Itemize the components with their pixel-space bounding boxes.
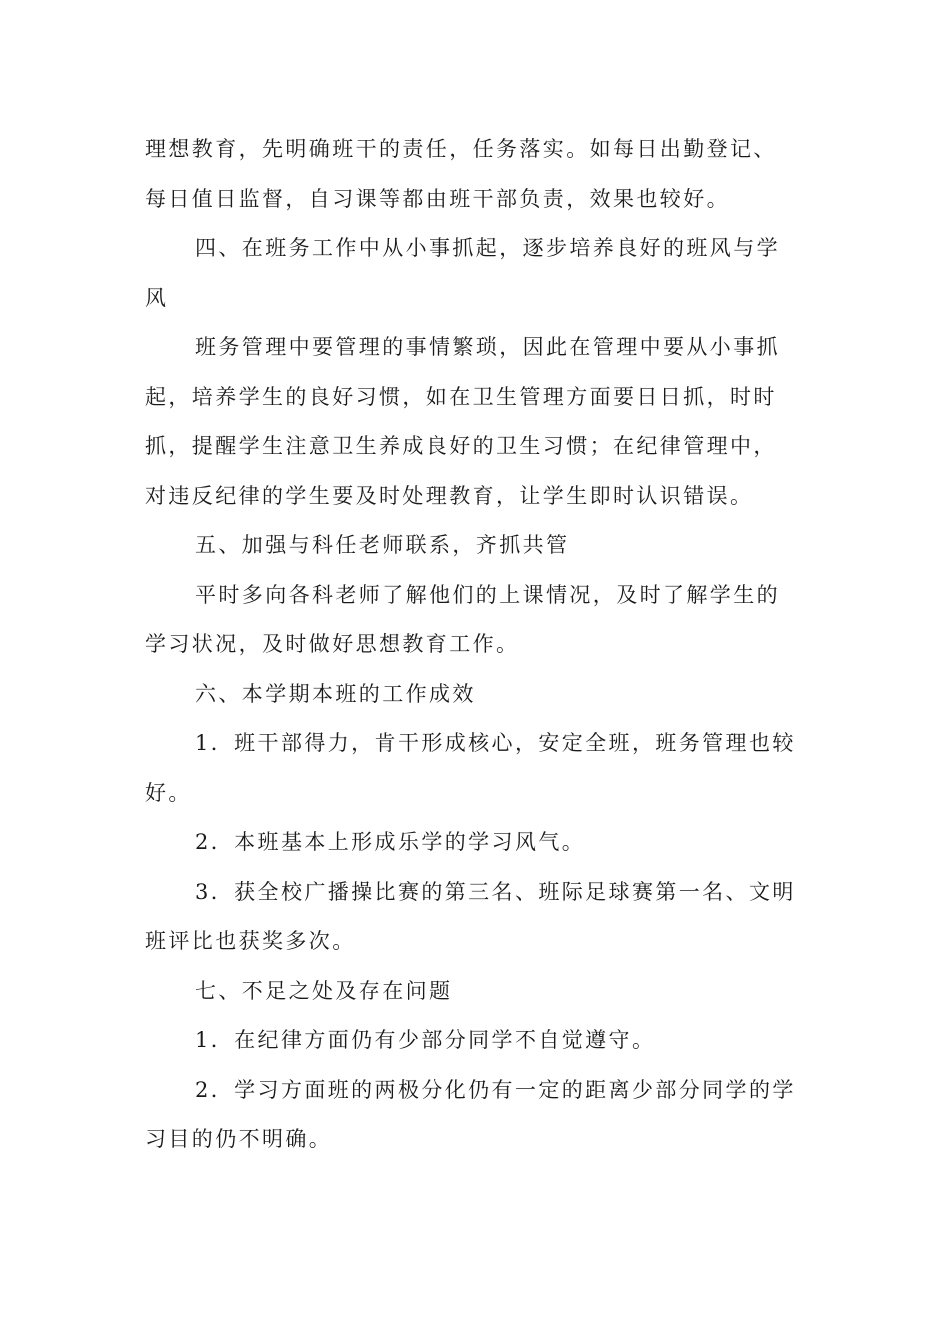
section-heading: 七、不足之处及存在问题 — [195, 978, 453, 1003]
section-heading: 六、本学期本班的工作成效 — [195, 681, 476, 706]
list-item: 2．学习方面班的两极分化仍有一定的距离少部分同学的学 — [195, 1077, 796, 1102]
text-line: 班评比也获奖多次。 — [145, 929, 356, 953]
section-heading: 四、在班务工作中从小事抓起，逐步培养良好的班风与学 — [195, 236, 780, 260]
text-line: 每日值日监督，自习课等都由班干部负责，效果也较好。 — [145, 186, 730, 211]
paragraph-start: 平时多向各科老师了解他们的上课情况，及时了解学生的 — [195, 582, 780, 607]
text-line: 好。 — [145, 780, 192, 805]
document-body — [145, 125, 810, 1165]
text-line: 对违反纪律的学生要及时处理教育，让学生即时认识错误。 — [145, 483, 754, 508]
section-heading: 五、加强与科任老师联系，齐抓共管 — [195, 533, 570, 557]
list-item: 2．本班基本上形成乐学的学习风气。 — [195, 830, 586, 854]
text-line: 抓，提醒学生注意卫生养成良好的卫生习惯；在纪律管理中， — [145, 434, 777, 458]
text-line: 理想教育，先明确班干的责任，任务落实。如每日出勤登记、 — [145, 137, 777, 161]
list-item: 1．在纪律方面仍有少部分同学不自觉遵守。 — [195, 1028, 656, 1052]
list-item: 3．获全校广播操比赛的第三名、班际足球赛第一名、文明 — [195, 879, 796, 904]
text-line: 学习状况，及时做好思想教育工作。 — [145, 632, 520, 656]
list-item: 1．班干部得力，肯干形成核心，安定全班，班务管理也较 — [195, 731, 796, 755]
text-line: 习目的仍不明确。 — [145, 1127, 333, 1151]
text-line: 风 — [145, 285, 169, 310]
paragraph-start: 班务管理中要管理的事情繁琐，因此在管理中要从小事抓 — [195, 335, 780, 359]
text-line: 起，培养学生的良好习惯，如在卫生管理方面要日日抓，时时 — [145, 384, 777, 409]
